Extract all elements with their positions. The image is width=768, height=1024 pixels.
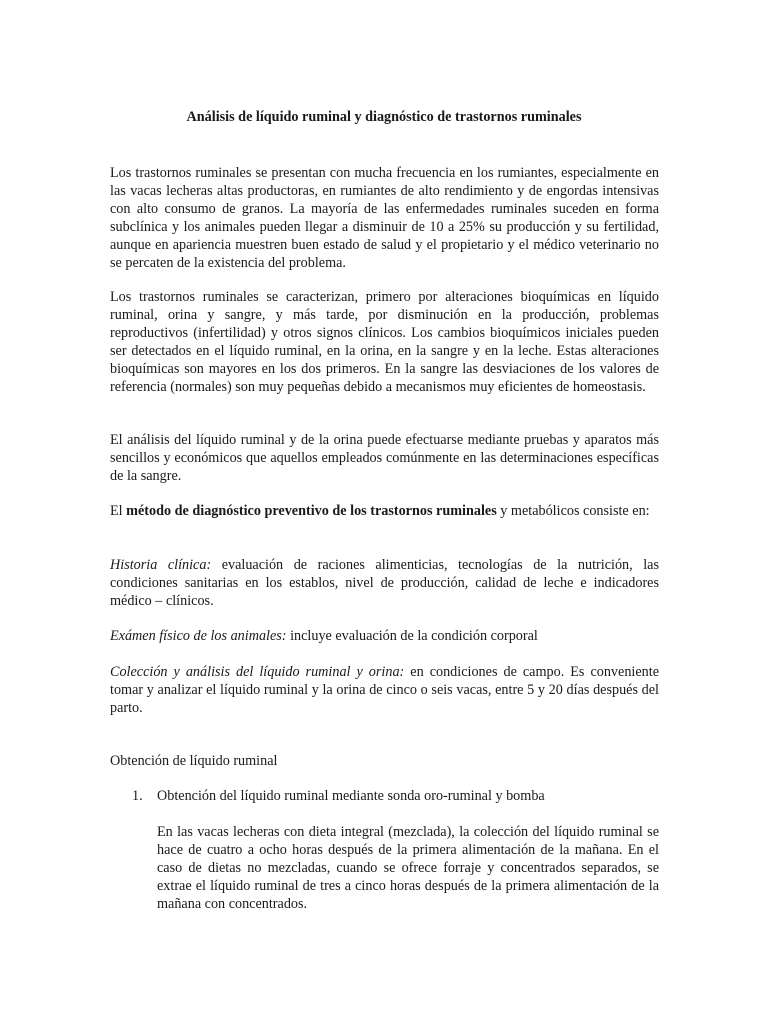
list-item-body: En las vacas lecheras con dieta integral (mezclada), la colección del líquido ruminal se hace de cuatro a ocho horas después de la primera alimentación de la mañana. En el caso de dietas no mezcladas, cuando se ofrece forraje y concentrados separados, se extrae el líquido ruminal de tres a cinco horas después de la primera alimentación de la mañana con concentrados. [157,824,659,912]
paragraph-collection [110,663,659,717]
paragraph-characteristics: Los trastornos ruminales se caracterizan, primero por alteraciones bioquímicas en líquido ruminal, orina y sangre, y más tarde, por disminución en la producción, problemas reproductivos (infertilidad) y otros signos clínicos. Los cambios bioquímicos iniciales pueden ser detectados en el líquido ruminal, en la orina, en la sangre y en la leche. Estas alteraciones bioquímicas son mayores en los dos primeros. En la sangre las desviaciones de los valores de referencia (normales) son muy pequeñas debido a mecanismos muy eficientes de homeostasis. [110,289,659,395]
list-item-number: 1. [132,788,143,804]
physical-exam-label: Exámen físico de los animales: [110,628,287,644]
clinical-history-label: Historia clínica: [110,557,212,573]
paragraph-physical-exam [110,627,659,645]
clinical-history-text: evaluación de raciones alimenticias, tecnologías de la nutrición, las condiciones sanitarias en los establos, nivel de producción, calidad de leche e indicadores médico – clínicos. [110,557,659,609]
paragraph-clinical-history [110,556,659,610]
physical-exam-text: incluye evaluación de la condición corporal [286,628,538,644]
method-post: y metabólicos consiste en: [496,503,650,519]
method-pre: El [110,503,127,519]
list-item-text: Obtención del líquido ruminal mediante sonda oro-ruminal y bomba [157,788,545,804]
paragraph-intro: Los trastornos ruminales se presentan con mucha frecuencia en los rumiantes, especialmente en las vacas lecheras altas productoras, en rumiantes de alto rendimiento y de engordas intensivas con alto consumo de granos. La mayoría de las enfermedades ruminales suceden en forma subclínica y los animales pueden llegar a disminuir de 10 a 25% su producción y su fertilidad, aunque en apariencia muestren buen estado de salud y el propietario y el médico veterinario no se percaten de la existencia del problema. [110,165,659,271]
paragraph-method [110,502,659,520]
paragraph-analysis: El análisis del líquido ruminal y de la orina puede efectuarse mediante pruebas y aparatos más sencillos y económicos que aquellos empleados comúnmente en las determinaciones específicas de la sangre. [110,432,659,484]
collection-label: Colección y análisis del líquido ruminal y orina: [110,664,405,680]
method-bold: método de diagnóstico preventivo de los trastornos ruminales [126,503,497,519]
collection-text: en condiciones de campo. Es conveniente tomar y analizar el líquido ruminal y la orina de cinco o seis vacas, entre 5 y 20 días después del parto. [110,664,659,716]
section-heading: Obtención de líquido ruminal [110,753,278,769]
document-title: Análisis de líquido ruminal y diagnóstico de trastornos ruminales [186,109,582,125]
